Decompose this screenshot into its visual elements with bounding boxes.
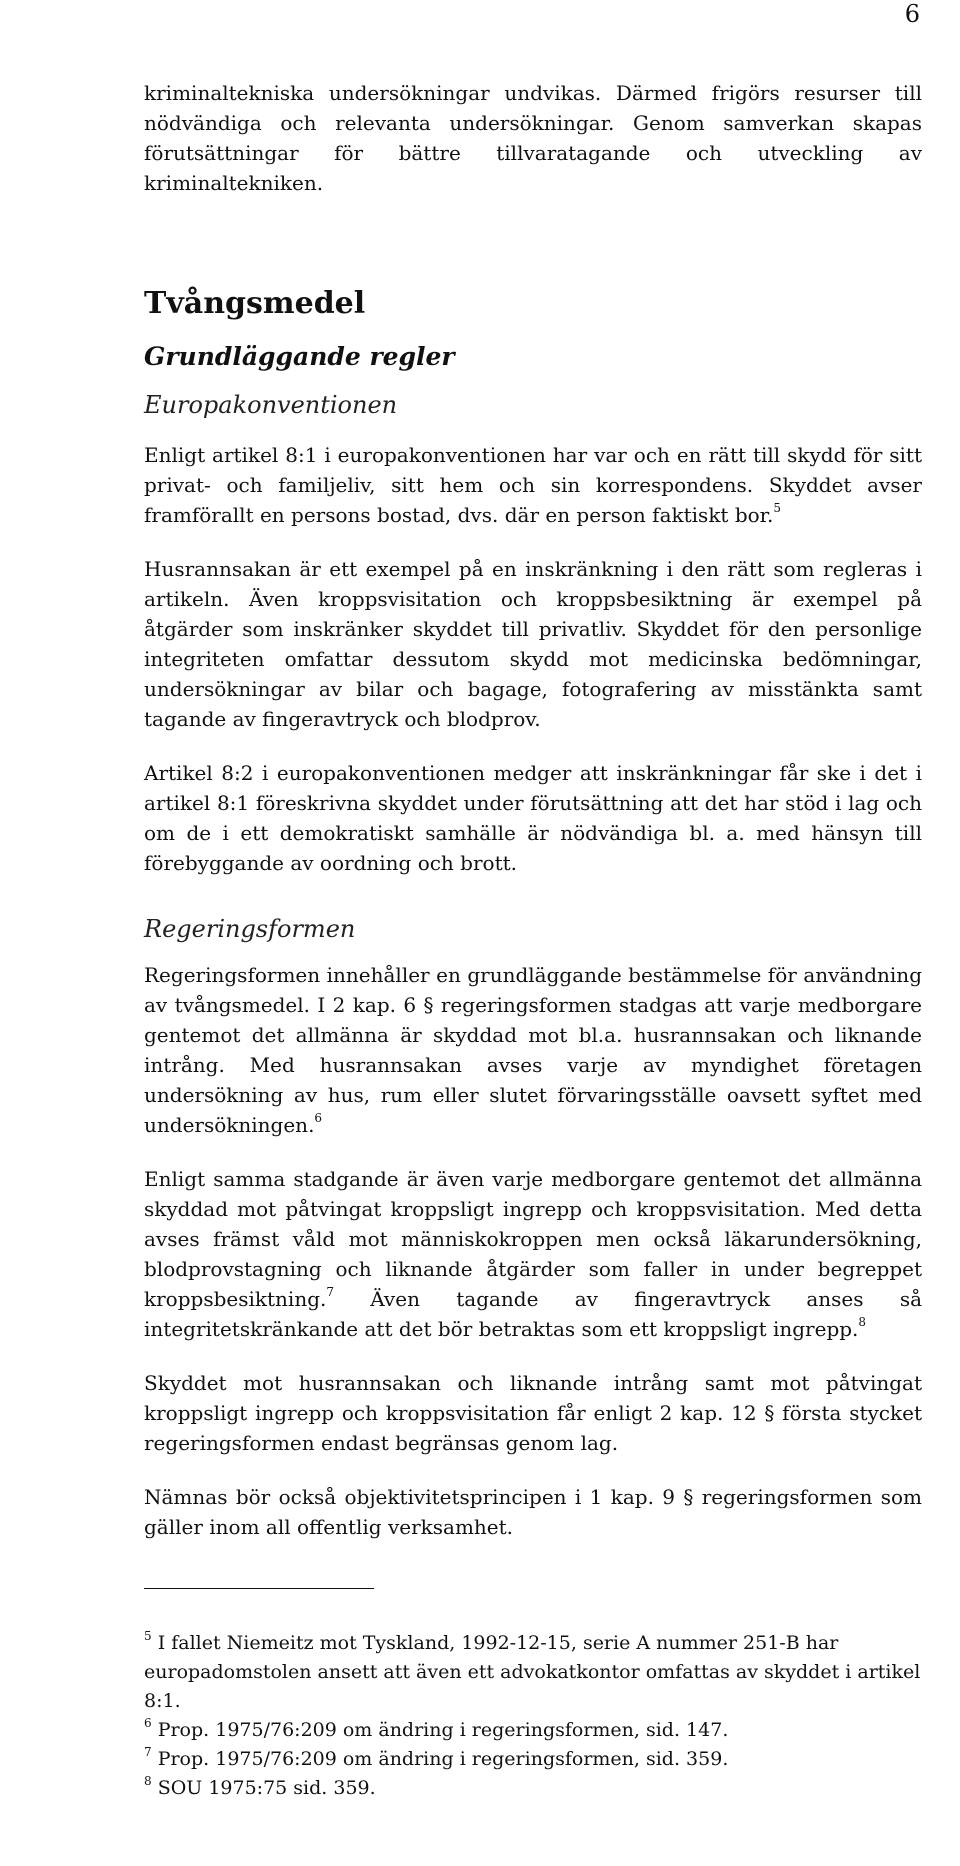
footnote-ref-6: 6: [314, 1111, 323, 1126]
page-number: 6: [904, 0, 920, 28]
rf-paragraph-1-text: Regeringsformen innehåller en grundläggande bestämmelse för användning av tvångsmedel. I 2 kap. 6 § regeringsformen stadgas att varje medborgare gentemot det allmänna är skyddad mot bl.a. husrannsakan och liknande intrång. Med husrannsakan avses varje av myndighet företagen undersökning av hus, rum eller slutet förvaringsställe oavsett syftet med undersökningen.: [144, 963, 922, 1137]
footnote-6: [144, 1716, 922, 1745]
rf-paragraph-4: Nämnas bör också objektivitetsprincipen i 1 kap. 9 § regeringsformen som gäller inom all offentlig verksamhet.: [144, 1485, 922, 1539]
intro-paragraph: kriminaltekniska undersökningar undvikas. Därmed frigörs resurser till nödvändiga och relevanta undersökningar. Genom samverkan skapas förutsättningar för bättre tillvaratagande och utveckling av kriminaltekniken.: [144, 81, 922, 195]
heading-regeringsformen: Regeringsformen: [144, 915, 356, 943]
footnote-6-number: 6: [144, 1715, 152, 1730]
footnote-5-text: I fallet Niemeitz mot Tyskland, 1992-12-15, serie A nummer 251-B har europadomstolen ansett att även ett advokatkontor omfattas av skyddet i artikel 8:1.: [144, 1632, 921, 1712]
europa-paragraph-1-text: Enligt artikel 8:1 i europakonventionen har var och en rätt till skydd för sitt privat- och familjeliv, sitt hem och sin korrespondens. Skyddet avser framförallt en persons bostad, dvs. där en person faktiskt bor.: [144, 443, 922, 527]
footnote-7: [144, 1745, 922, 1774]
footnote-6-text: Prop. 1975/76:209 om ändring i regeringsformen, sid. 147.: [157, 1719, 729, 1741]
europa-paragraph-2: Husrannsakan är ett exempel på en inskränkning i den rätt som regleras i artikeln. Även kroppsvisitation och kroppsbesiktning är exempel på åtgärder som inskränker skyddet till privatliv. Skyddet för den personlige integriteten omfattar dessutom skydd mot medicinska bedömningar, undersökningar av bilar och bagage, fotografering av misstänkta samt tagande av fingeravtryck och blodprov.: [144, 557, 922, 731]
heading-grundlaggande-regler: Grundläggande regler: [144, 342, 455, 371]
footnote-5-number: 5: [144, 1628, 152, 1643]
footnotes: [144, 1629, 922, 1803]
footnote-ref-5: 5: [773, 501, 782, 516]
rf-paragraph-2b-text: Även tagande av fingeravtryck anses så integritetskränkande att det bör betraktas som ett kroppsligt ingrepp.: [144, 1287, 922, 1341]
rf-paragraph-2: [144, 1164, 922, 1344]
footnote-ref-8: 8: [858, 1315, 867, 1330]
footnote-8-text: SOU 1975:75 sid. 359.: [157, 1777, 376, 1799]
rf-paragraph-3: Skyddet mot husrannsakan och liknande intrång samt mot påtvingat kroppsligt ingrepp och kroppsvisitation får enligt 2 kap. 12 § första stycket regeringsformen endast begränsas genom lag.: [144, 1371, 922, 1455]
footnote-7-number: 7: [144, 1744, 152, 1759]
rf-paragraph-2a-text: Enligt samma stadgande är även varje medborgare gentemot det allmänna skyddad mot påtvingat kroppsligt ingrepp och kroppsvisitation. Med detta avses främst våld mot människokroppen men också läkarundersökning, blodprovstagning och liknande åtgärder som faller in under begreppet kroppsbesiktning.: [144, 1167, 922, 1311]
page-content: [144, 78, 922, 1803]
footnote-divider: [144, 1588, 374, 1589]
footnote-8-number: 8: [144, 1773, 152, 1788]
heading-europakonventionen: Europakonventionen: [144, 391, 398, 419]
europa-paragraph-1: [144, 440, 922, 530]
europa-paragraph-3: Artikel 8:2 i europakonventionen medger att inskränkningar får ske i det i artikel 8:1 föreskrivna skyddet under förutsättning att det har stöd i lag och om de i ett demokratiskt samhälle är nödvändiga bl. a. med hänsyn till förebyggande av oordning och brott.: [144, 761, 922, 875]
heading-tvangsmedel: Tvångsmedel: [144, 286, 366, 321]
footnote-5: [144, 1629, 922, 1716]
footnote-ref-7: 7: [326, 1285, 335, 1300]
footnote-8: [144, 1774, 922, 1803]
footnote-7-text: Prop. 1975/76:209 om ändring i regeringsformen, sid. 359.: [157, 1748, 729, 1770]
rf-paragraph-1: [144, 960, 922, 1140]
